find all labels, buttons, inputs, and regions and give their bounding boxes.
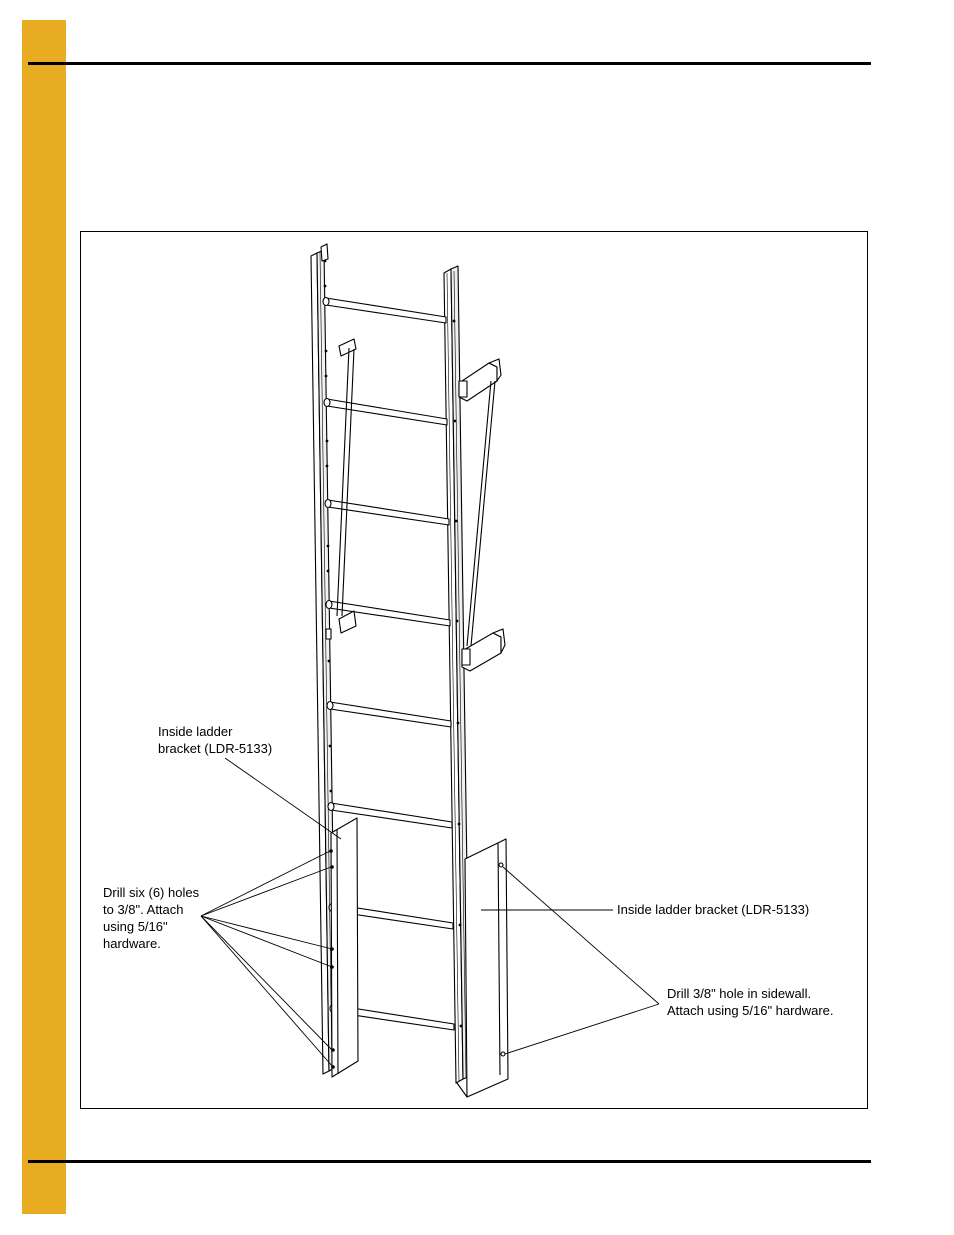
left-side-brace bbox=[326, 339, 356, 639]
callout-right-bracket: Inside ladder bracket (LDR-5133) bbox=[617, 902, 810, 917]
page-side-tab bbox=[22, 20, 66, 1214]
right-standoff-brackets bbox=[459, 359, 505, 671]
callout-sidewall-hole: Drill 3/8" hole in sidewall. Attach using 5/16" hardware. bbox=[667, 986, 834, 1018]
header-rule bbox=[28, 62, 871, 65]
ladder-figure bbox=[80, 231, 868, 1109]
ladder-illustration bbox=[81, 232, 869, 1110]
callout-left-bracket: Inside ladder bracket (LDR-5133) bbox=[158, 724, 273, 756]
callout-drill-holes: Drill six (6) holes to 3/8". Attach using 5/16" hardware. bbox=[103, 885, 200, 951]
footer-rule bbox=[28, 1160, 871, 1163]
left-inside-bracket bbox=[329, 818, 358, 1077]
